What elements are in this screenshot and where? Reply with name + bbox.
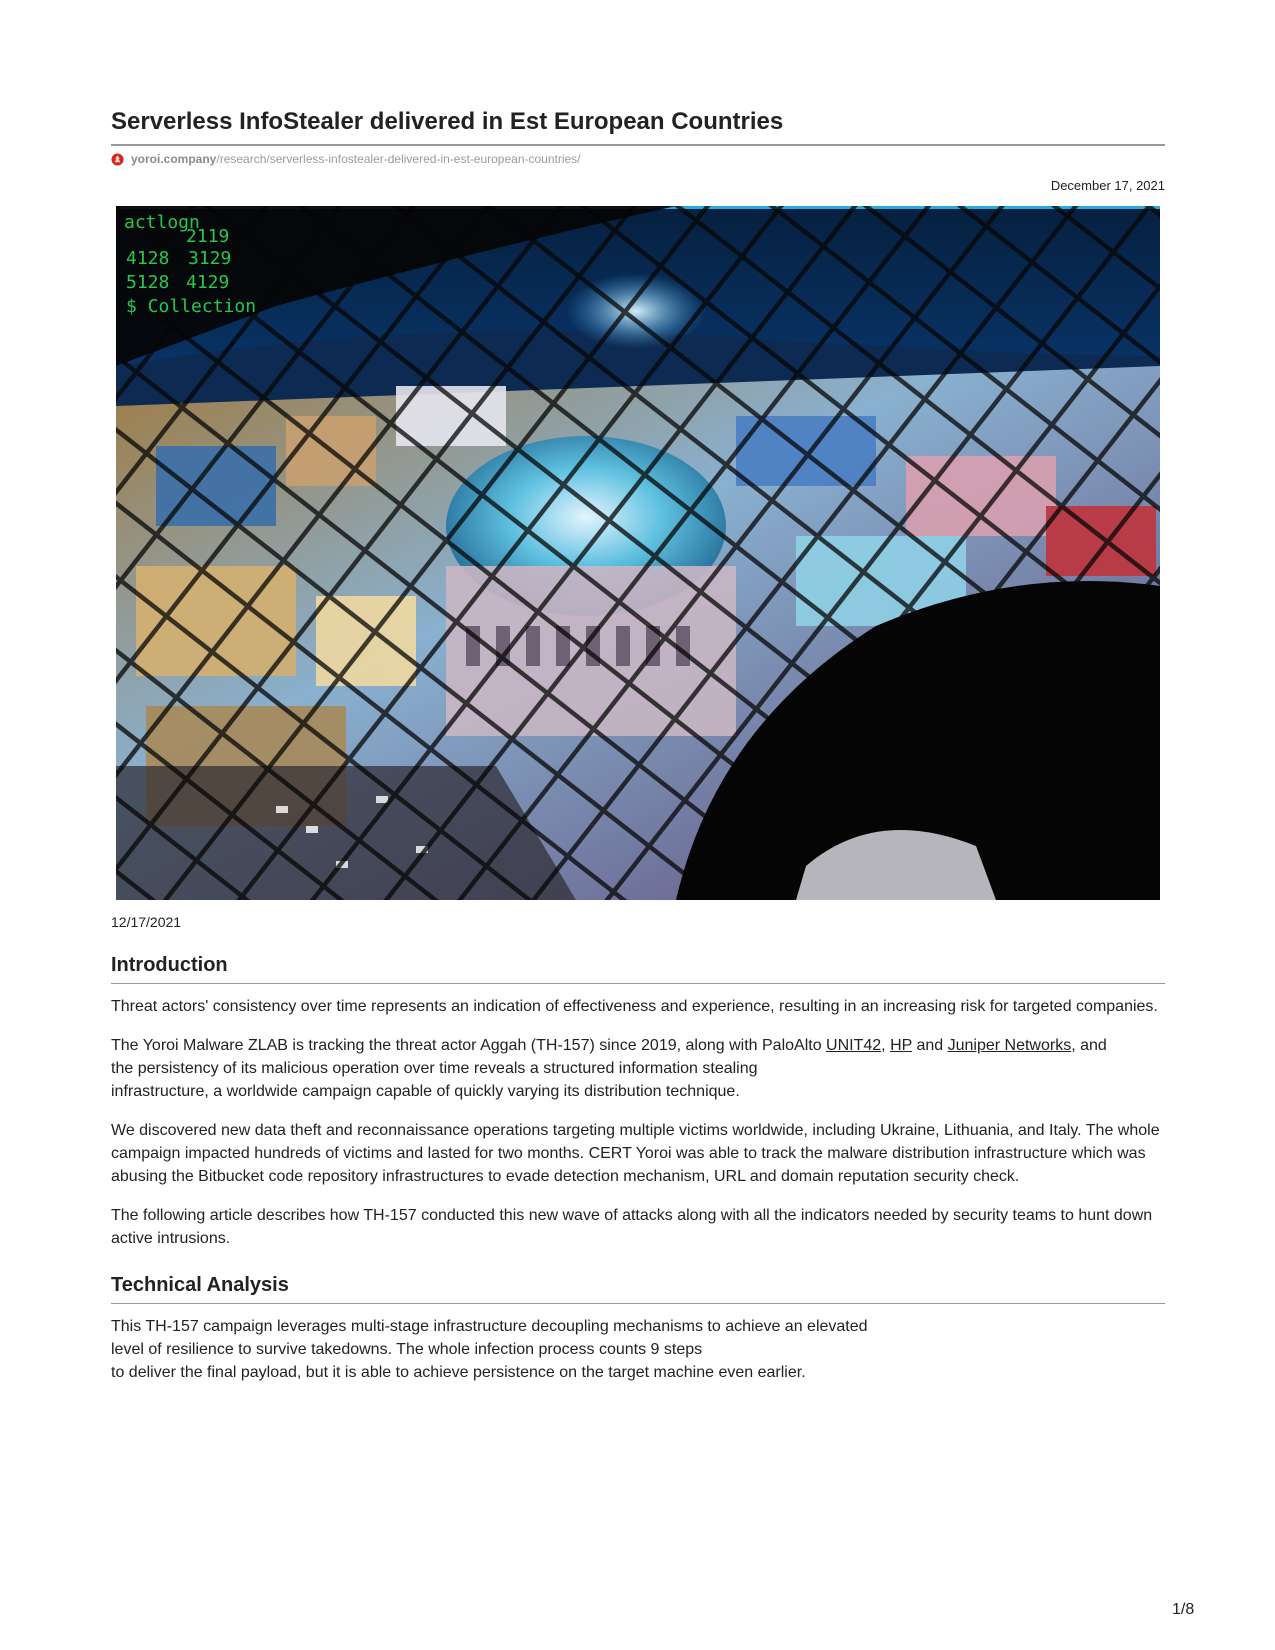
intro-paragraph-2: [111, 1034, 1165, 1103]
yoroi-logo-icon: [111, 153, 124, 166]
svg-text:actlogn: actlogn: [124, 212, 200, 233]
juniper-networks-link[interactable]: Juniper Networks: [947, 1037, 1072, 1054]
svg-text:2119: 2119: [186, 226, 230, 247]
svg-text:$ Collection: $ Collection: [126, 296, 257, 317]
article: [111, 108, 1165, 1384]
svg-text:5128: 5128: [126, 272, 170, 293]
intro-paragraph-1: Threat actors' consistency over time represents an indication of effectiveness and experience, resulting in an increasing risk for targeted companies.: [111, 998, 1158, 1015]
technical-analysis-heading: Technical Analysis: [111, 1274, 1165, 1304]
technical-analysis-paragraph: [111, 1315, 1165, 1384]
intro-p2-sep2: and: [912, 1037, 948, 1054]
intro-p2-sep1: ,: [881, 1037, 891, 1054]
intro-paragraph-4: The following article describes how TH-157 conducted this new wave of attacks along with all the indicators needed by security teams to hunt down active intrusions.: [111, 1207, 1153, 1247]
introduction-heading: Introduction: [111, 954, 1165, 984]
ta-line-3: to deliver the final payload, but it is able to achieve persistence on the target machine even earlier.: [111, 1364, 806, 1381]
publish-date: December 17, 2021: [1050, 178, 1165, 193]
unit42-link[interactable]: UNIT42: [826, 1037, 882, 1054]
intro-p2-lead: The Yoroi Malware ZLAB is tracking the threat actor Aggah (TH-157) since 2019, along with PaloAlto: [111, 1037, 827, 1054]
page-title: Serverless InfoStealer delivered in Est European Countries: [111, 108, 1165, 146]
intro-p2-line1-tail: , and: [1071, 1037, 1107, 1054]
source-domain[interactable]: yoroi.company: [131, 152, 217, 166]
hp-link[interactable]: HP: [890, 1037, 912, 1054]
article-date: 12/17/2021: [111, 914, 182, 930]
svg-text:4129: 4129: [186, 272, 230, 293]
intro-paragraph-3: We discovered new data theft and reconnaissance operations targeting multiple victims worldwide, including Ukraine, Lithuania, and Italy. The whole campaign impacted hundreds of victims and lasted for two months. CERT Yoroi was able to track the malware distribution infrastructure which was abusing the Bitbucket code repository infrastructures to evade detection mechanism, URL and domain reputation security check.: [111, 1122, 1160, 1185]
ta-line-1: This TH-157 campaign leverages multi-stage infrastructure decoupling mechanisms to achieve an elevated: [111, 1318, 868, 1335]
page-number: 1/8: [1172, 1601, 1195, 1618]
svg-text:3129: 3129: [188, 248, 232, 269]
svg-text:4128: 4128: [126, 248, 170, 269]
intro-p2-line2: the persistency of its malicious operation over time reveals a structured information stealing: [111, 1060, 758, 1077]
ta-line-2: level of resilience to survive takedowns. The whole infection process counts 9 steps: [111, 1341, 703, 1358]
source-link[interactable]: [111, 152, 1165, 166]
intro-p2-line3: infrastructure, a worldwide campaign capable of quickly varying its distribution technique.: [111, 1083, 740, 1100]
hero-city-photo: [116, 206, 1160, 900]
source-path[interactable]: /research/serverless-infostealer-delivered-in-est-european-countries/: [216, 152, 581, 166]
